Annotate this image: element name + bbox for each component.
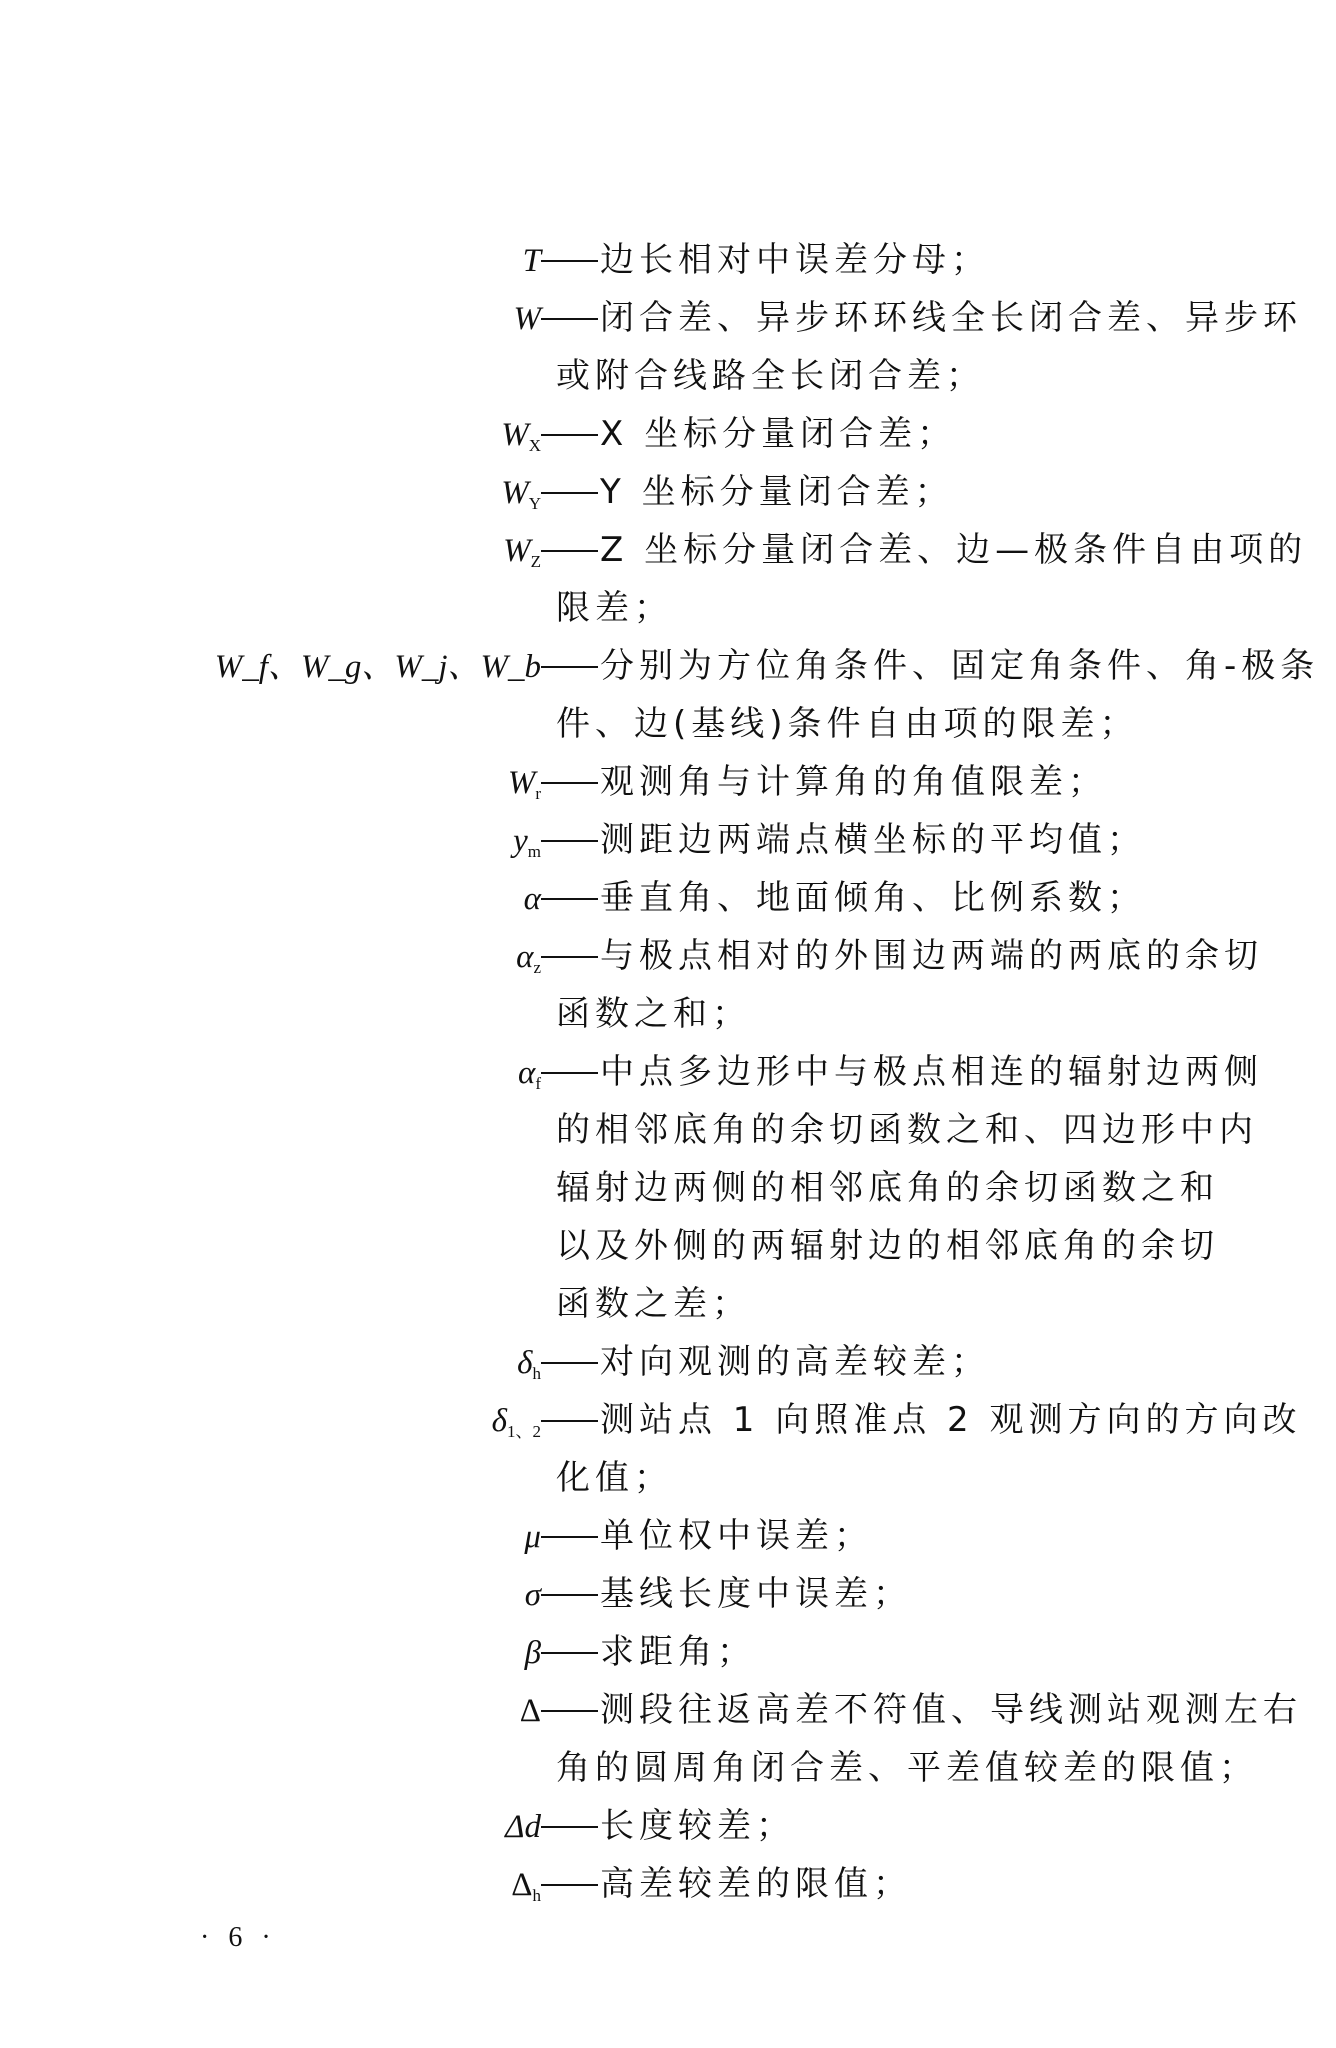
definition-line: 基线长度中误差； — [600, 1574, 912, 1614]
symbol: $\alpha_f$ — [518, 1055, 541, 1093]
definition-continuation: 以及外侧的两辐射边的相邻底角的余切 — [556, 1226, 1219, 1266]
definition-continuation: 的相邻底角的余切函数之和、四边形中内 — [556, 1110, 1258, 1150]
em-dash — [541, 1710, 598, 1712]
definition-line: 单位权中误差； — [600, 1516, 873, 1556]
symbol-entry — [0, 232, 1336, 290]
symbol-entry — [0, 1856, 1336, 1914]
definition-line: 闭合差、异步环环线全长闭合差、异步环 — [600, 298, 1302, 338]
definition-line: Z 坐标分量闭合差、边—极条件自由项的 — [600, 530, 1308, 570]
em-dash — [541, 782, 598, 784]
symbol: $W_X$ — [501, 417, 541, 455]
em-dash — [541, 1420, 598, 1422]
definition-line: X 坐标分量闭合差； — [600, 414, 957, 454]
symbol-entry — [0, 1508, 1336, 1566]
symbol: $\delta_{1、2}$ — [491, 1403, 541, 1441]
symbol-entry — [0, 1392, 1336, 1450]
em-dash — [541, 1072, 598, 1074]
definition-line: 测段往返高差不符值、导线测站观测左右 — [600, 1690, 1302, 1730]
symbol-entry — [0, 870, 1336, 928]
symbol-entry — [0, 928, 1336, 986]
definition-line: 中点多边形中与极点相连的辐射边两侧 — [600, 1052, 1263, 1092]
symbol-entry — [0, 1682, 1336, 1740]
definition-line: 与极点相对的外围边两端的两底的余切 — [600, 936, 1263, 976]
definition-line: 分别为方位角条件、固定角条件、角-极条 — [600, 646, 1320, 686]
symbol: T — [522, 243, 541, 279]
symbol: Δ — [519, 1693, 541, 1729]
definition-line: 高差较差的限值； — [600, 1864, 912, 1904]
symbol: β — [524, 1635, 541, 1671]
symbol-entry — [0, 812, 1336, 870]
symbol-entry — [0, 406, 1336, 464]
symbol: Δd — [505, 1809, 541, 1845]
symbol-entry — [0, 1044, 1336, 1102]
symbol-entry — [0, 754, 1336, 812]
definition-line: 求距角； — [600, 1632, 756, 1672]
symbol: $\Delta_h$ — [511, 1867, 541, 1905]
symbol: α — [523, 881, 541, 917]
em-dash — [541, 318, 598, 320]
em-dash — [541, 550, 598, 552]
definition-line: 边长相对中误差分母； — [600, 240, 990, 280]
symbol: σ — [524, 1577, 541, 1613]
definition-line: Y 坐标分量闭合差； — [600, 472, 954, 512]
em-dash — [541, 492, 598, 494]
definition-line: 对向观测的高差较差； — [600, 1342, 990, 1382]
symbol: W — [513, 301, 541, 337]
em-dash — [541, 1884, 598, 1886]
symbol: $W_r$ — [507, 765, 541, 803]
symbol-entry — [0, 464, 1336, 522]
symbol: $y_m$ — [513, 823, 541, 861]
definition-line: 测距边两端点横坐标的平均值； — [600, 820, 1146, 860]
definition-continuation: 函数之和； — [556, 994, 751, 1034]
symbol: μ — [524, 1519, 541, 1555]
definition-continuation: 限差； — [556, 588, 673, 628]
symbol: $\alpha_z$ — [516, 939, 541, 977]
em-dash — [541, 956, 598, 958]
symbol-entry — [0, 638, 1336, 696]
symbol-entry — [0, 522, 1336, 580]
definition-continuation: 件、边(基线)条件自由项的限差； — [556, 704, 1139, 744]
definition-continuation: 角的圆周角闭合差、平差值较差的限值； — [556, 1748, 1258, 1788]
em-dash — [541, 1362, 598, 1364]
em-dash — [541, 1826, 598, 1828]
em-dash — [541, 898, 598, 900]
definition-line: 观测角与计算角的角值限差； — [600, 762, 1107, 802]
definition-line: 长度较差； — [600, 1806, 795, 1846]
definition-continuation: 化值； — [556, 1458, 673, 1498]
page-number: · 6 · — [200, 1922, 277, 1953]
symbol-entry — [0, 1798, 1336, 1856]
em-dash — [541, 666, 598, 668]
symbol-entry — [0, 1566, 1336, 1624]
definition-continuation: 函数之差； — [556, 1284, 751, 1324]
definition-line: 垂直角、地面倾角、比例系数； — [600, 878, 1146, 918]
em-dash — [541, 1536, 598, 1538]
symbol: $W_Y$ — [501, 475, 541, 513]
symbol: $\delta_h$ — [517, 1345, 541, 1383]
em-dash — [541, 840, 598, 842]
symbol-entry — [0, 290, 1336, 348]
definition-continuation: 或附合线路全长闭合差； — [556, 356, 985, 396]
em-dash — [541, 434, 598, 436]
symbol: $W_Z$ — [503, 533, 541, 571]
symbol-entry — [0, 1334, 1336, 1392]
definition-line: 测站点 1 向照准点 2 观测方向的方向改 — [600, 1400, 1302, 1440]
symbol-entry — [0, 1624, 1336, 1682]
em-dash — [541, 1652, 598, 1654]
symbol-group: W_f、W_g、W_j、W_b — [214, 649, 541, 685]
em-dash — [541, 1594, 598, 1596]
definition-continuation: 辐射边两侧的相邻底角的余切函数之和 — [556, 1168, 1219, 1208]
em-dash — [541, 260, 598, 262]
